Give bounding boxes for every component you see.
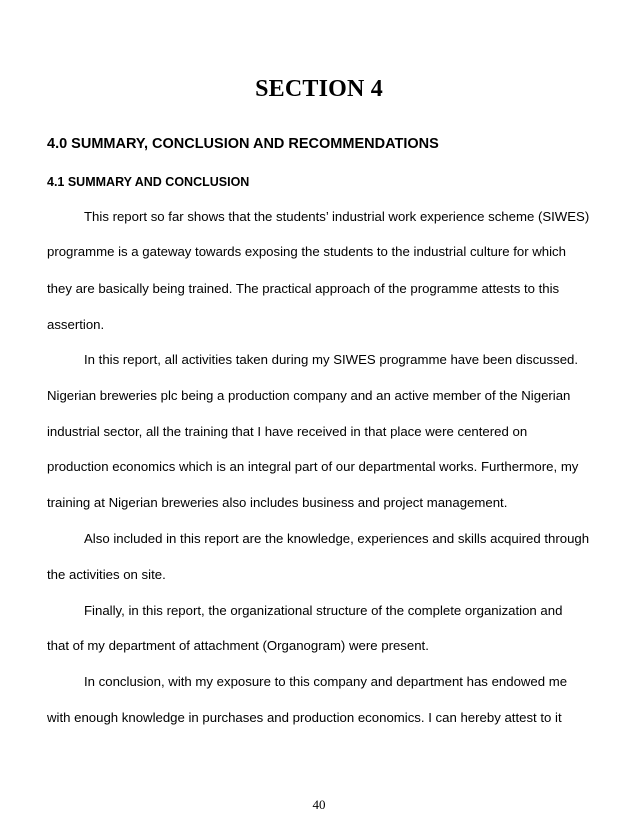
paragraph-line: the activities on site. — [47, 567, 166, 582]
heading-summary-and-conclusion: 4.1 SUMMARY AND CONCLUSION — [47, 175, 250, 189]
page-number: 40 — [312, 797, 326, 812]
paragraph-line: Also included in this report are the knowledge, experiences and skills acquired through — [84, 531, 590, 546]
paragraph-line: industrial sector, all the training that I have received in that place were centered on — [47, 424, 528, 439]
paragraph-line: training at Nigerian breweries also includes business and project management. — [47, 495, 508, 510]
paragraph-line: In this report, all activities taken during my SIWES programme have been discussed. — [84, 352, 579, 367]
paragraph-line: This report so far shows that the students’ industrial work experience scheme (SIWES) — [84, 209, 590, 224]
paragraph-line: programme is a gateway towards exposing the students to the industrial culture for which — [47, 244, 566, 259]
section-title: SECTION 4 — [255, 76, 383, 102]
paragraph-line: Finally, in this report, the organizational structure of the complete organization and — [84, 603, 563, 618]
paragraph-line: In conclusion, with my exposure to this company and department has endowed me — [84, 674, 568, 689]
paragraph-line: Nigerian breweries plc being a production company and an active member of the Nigerian — [47, 388, 571, 403]
heading-summary-conclusion-recommendations: 4.0 SUMMARY, CONCLUSION AND RECOMMENDATIONS — [47, 136, 439, 152]
paragraph-line: that of my department of attachment (Organogram) were present. — [47, 638, 429, 653]
paragraph-line: they are basically being trained. The practical approach of the programme attests to this — [47, 281, 560, 296]
paragraph-line: with enough knowledge in purchases and production economics. I can hereby attest to it — [47, 710, 562, 725]
paragraph-line: production economics which is an integral part of our departmental works. Furthermore, my — [47, 459, 579, 474]
paragraph-line: assertion. — [47, 317, 105, 332]
